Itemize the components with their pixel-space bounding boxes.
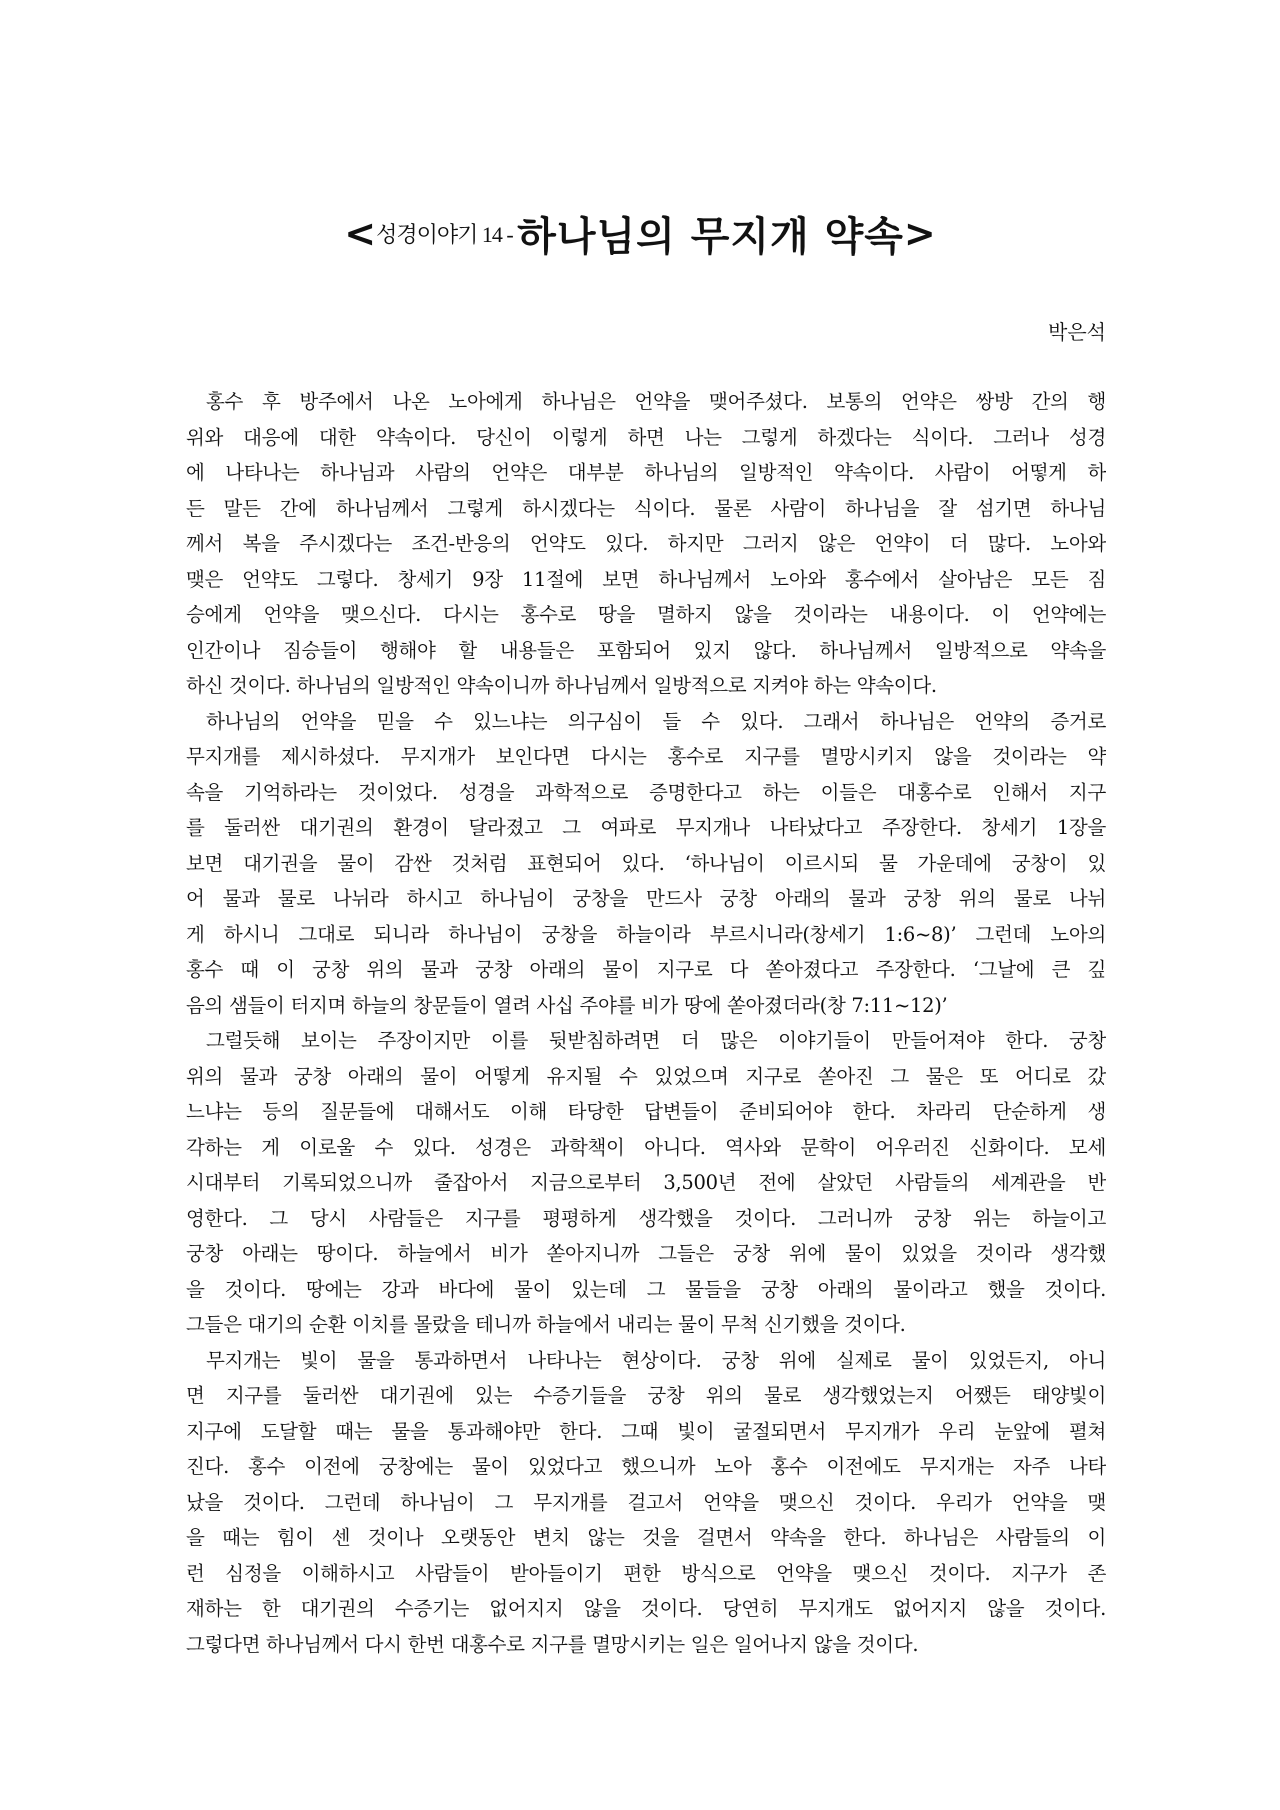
text-line: 맺은 언약도 그렇다. 창세기 9장 11절에 보면 하나님께서 노아와 홍수에서 살아남은 모든 짐 <box>186 567 1106 591</box>
text-line: 그들은 대기의 순환 이치를 몰랐을 테니까 하늘에서 내리는 물이 무척 신기했을 것이다. <box>186 1313 906 1336</box>
text-line: 그렇다면 하나님께서 다시 한번 대홍수로 지구를 멸망시키는 일은 일어나지 않을 것이다. <box>186 1632 919 1656</box>
text-line: 속을 기억하라는 것이었다. 성경을 과학적으로 증명한다고 하는 이들은 대홍수로 인해서 지구 <box>186 780 1106 804</box>
text-line: 진다. 홍수 이전에 궁창에는 물이 있었다고 했으니까 노아 홍수 이전에도 무지개는 자주 나타 <box>186 1455 1106 1478</box>
text-line: 을 것이다. 땅에는 강과 바다에 물이 있는데 그 물들을 궁창 아래의 물이라고 했을 것이다. <box>186 1277 1106 1301</box>
text-line: 났을 것이다. 그런데 하나님이 그 무지개를 걸고서 언약을 맺으신 것이다. 우리가 언약을 맺 <box>186 1490 1106 1514</box>
text-line: 위의 물과 궁창 아래의 물이 어떻게 유지될 수 있었으며 지구로 쏟아진 그 물은 또 어디로 갔 <box>186 1064 1106 1088</box>
paragraph <box>186 1023 1106 1343</box>
text-line: 를 둘러싼 대기권의 환경이 달라졌고 그 여파로 무지개나 나타났다고 주장한다. 창세기 1장을 <box>186 816 1106 839</box>
text-line: 무지개를 제시하셨다. 무지개가 보인다면 다시는 홍수로 지구를 멸망시키지 않을 것이라는 약 <box>186 745 1106 768</box>
text-line: 음의 샘들이 터지며 하늘의 창문들이 열려 사십 주야를 비가 땅에 쏟아졌더라(창 7:11~12)’ <box>186 993 948 1017</box>
paragraph <box>186 704 1106 1024</box>
paragraph <box>186 1343 1106 1663</box>
text-line: 무지개는 빛이 물을 통과하면서 나타나는 현상이다. 궁창 위에 실제로 물이 있었든지, 아니 <box>206 1348 1106 1372</box>
text-line: 궁창 아래는 땅이다. 하늘에서 비가 쏟아지니까 그들은 궁창 위에 물이 있었을 것이라 생각했 <box>186 1242 1106 1265</box>
text-line: 면 지구를 둘러싼 대기권에 있는 수증기들을 궁창 위의 물로 생각했었는지 어쨌든 태양빛이 <box>186 1384 1106 1407</box>
text-line: 에 나타나는 하나님과 사람의 언약은 대부분 하나님의 일방적인 약속이다. 사람이 어떻게 하 <box>186 461 1106 484</box>
text-line: 영한다. 그 당시 사람들은 지구를 평평하게 생각했을 것이다. 그러니까 궁창 위는 하늘이고 <box>186 1206 1106 1230</box>
title-close-bracket: > <box>903 211 936 256</box>
text-line: 인간이나 짐승들이 행해야 할 내용들은 포함되어 있지 않다. 하나님께서 일방적으로 약속을 <box>186 638 1106 662</box>
text-line: 게 하시니 그대로 되니라 하나님이 궁창을 하늘이라 부르시니라(창세기 1:6~8)’ 그런데 노아의 <box>186 922 1106 946</box>
text-line: 어 물과 물로 나뉘라 하시고 하나님이 궁창을 만드사 궁창 아래의 물과 궁창 위의 물로 나뉘 <box>186 887 1106 910</box>
text-line: 느냐는 등의 질문들에 대해서도 이해 타당한 답변들이 준비되어야 한다. 차라리 단순하게 생 <box>186 1100 1106 1123</box>
title-main: 하나님의 무지개 약속 <box>517 214 904 260</box>
text-line: 보면 대기권을 물이 감싼 것처럼 표현되어 있다. ‘하나님이 이르시되 물 가운데에 궁창이 있 <box>186 851 1106 875</box>
text-line: 을 때는 힘이 센 것이나 오랫동안 변치 않는 것을 걸면서 약속을 한다. 하나님은 사람들의 이 <box>186 1526 1106 1549</box>
text-line: 든 말든 간에 하나님께서 그렇게 하시겠다는 식이다. 물론 사람이 하나님을 잘 섬기면 하나님 <box>186 496 1106 520</box>
text-line: 각하는 게 이로울 수 있다. 성경은 과학책이 아니다. 역사와 문학이 어우러진 신화이다. 모세 <box>186 1135 1106 1159</box>
text-line: 하신 것이다. 하나님의 일방적인 약속이니까 하나님께서 일방적으로 지켜야 하는 약속이다. <box>186 674 937 697</box>
text-line: 지구에 도달할 때는 물을 통과해야만 한다. 그때 빛이 굴절되면서 무지개가 우리 눈앞에 펼쳐 <box>186 1419 1106 1443</box>
paragraph <box>186 384 1106 704</box>
title-series-prefix: 성경이야기 14 - <box>376 222 518 247</box>
text-line: 위와 대응에 대한 약속이다. 당신이 이렇게 하면 나는 그렇게 하겠다는 식이다. 그러나 성경 <box>186 425 1106 449</box>
text-line: 그럴듯해 보이는 주장이지만 이를 뒷받침하려면 더 많은 이야기들이 만들어져야 한다. 궁창 <box>206 1029 1106 1052</box>
text-line: 시대부터 기록되었으니까 줄잡아서 지금으로부터 3,500년 전에 살았던 사람들의 세계관을 반 <box>186 1171 1106 1194</box>
author-name: 박은석 <box>1048 320 1106 344</box>
document-title <box>0 205 1280 262</box>
text-line: 하나님의 언약을 믿을 수 있느냐는 의구심이 들 수 있다. 그래서 하나님은 언약의 증거로 <box>206 709 1106 733</box>
text-line: 홍수 때 이 궁창 위의 물과 궁창 아래의 물이 지구로 다 쏟아졌다고 주장한다. ‘그날에 큰 깊 <box>186 958 1106 981</box>
text-line: 승에게 언약을 맺으신다. 다시는 홍수로 땅을 멸하지 않을 것이라는 내용이다. 이 언약에는 <box>186 603 1106 626</box>
text-line: 런 심정을 이해하시고 사람들이 받아들이기 편한 방식으로 언약을 맺으신 것이다. 지구가 존 <box>186 1561 1106 1585</box>
text-line: 홍수 후 방주에서 나온 노아에게 하나님은 언약을 맺어주셨다. 보통의 언약은 쌍방 간의 행 <box>206 390 1106 413</box>
document-body <box>186 384 1106 1662</box>
text-line: 재하는 한 대기권의 수증기는 없어지지 않을 것이다. 당연히 무지개도 없어지지 않을 것이다. <box>186 1597 1106 1620</box>
text-line: 께서 복을 주시겠다는 조건-반응의 언약도 있다. 하지만 그러지 않은 언약이 더 많다. 노아와 <box>186 532 1106 555</box>
title-open-bracket: < <box>344 211 377 256</box>
